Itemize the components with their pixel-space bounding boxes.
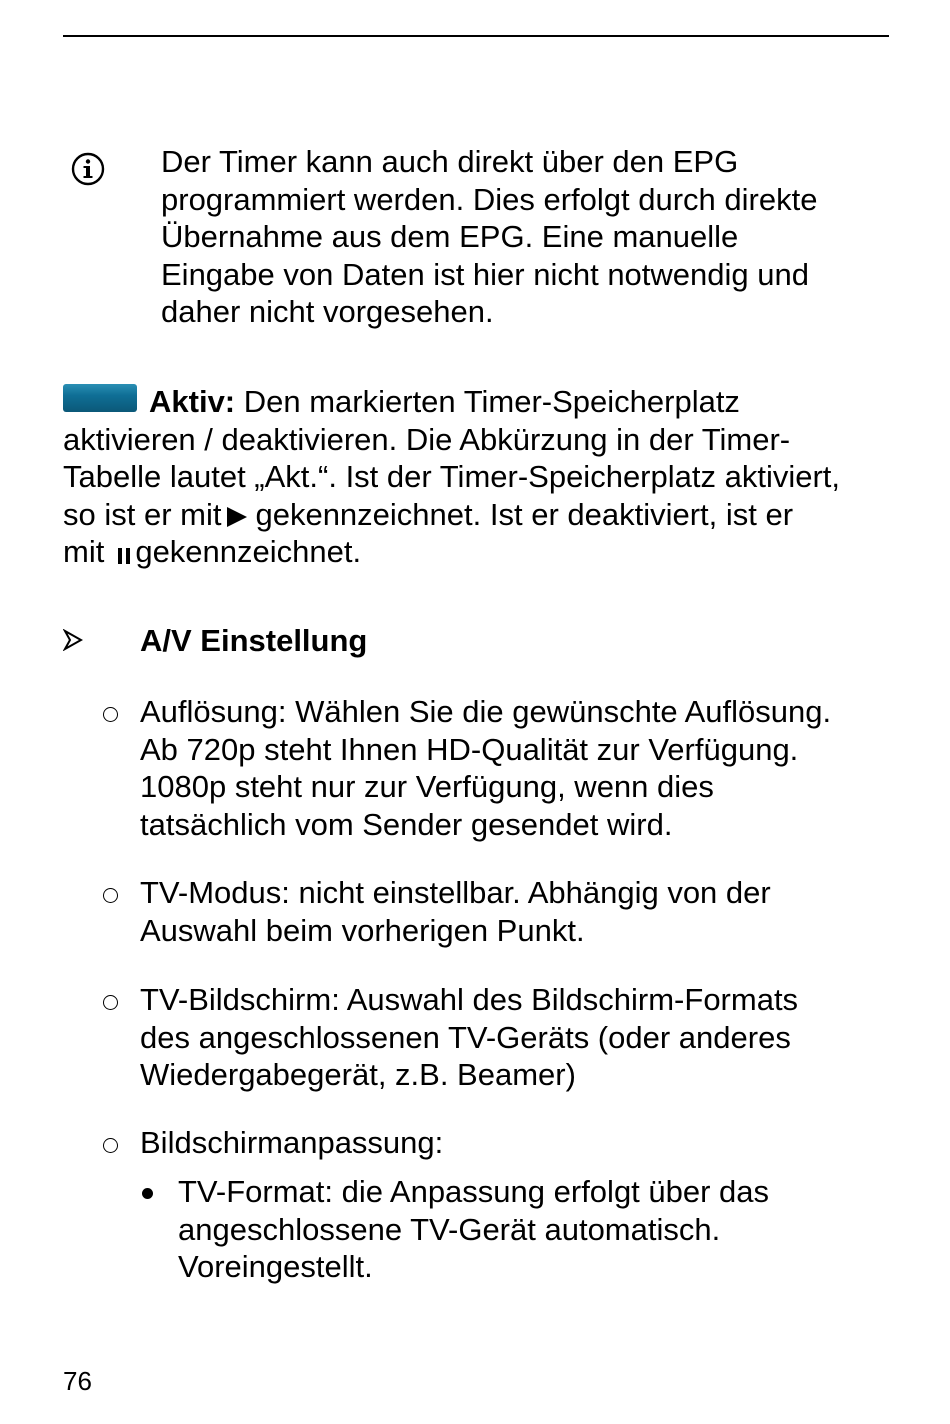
aktiv-text: Tabelle lautet „Akt.“. Ist der Timer-Speicherplatz aktiviert,	[63, 459, 841, 494]
list-item-line: TV-Bildschirm: Auswahl des Bildschirm-Formats	[140, 982, 799, 1017]
list-item	[140, 1124, 900, 1162]
aktiv-text: gekennzeichnet.	[135, 534, 362, 569]
list-item-line: Auswahl beim vorherigen Punkt.	[140, 912, 585, 948]
list-item	[140, 693, 900, 843]
list-item-line: TV-Modus: nicht einstellbar. Abhängig von der	[140, 875, 771, 910]
info-note-line: programmiert werden. Dies erfolgt durch direkte	[161, 181, 818, 217]
blue-key-icon	[63, 384, 137, 412]
list-item-line: Bildschirmanpassung:	[140, 1125, 444, 1160]
info-note	[161, 143, 881, 331]
top-rule	[63, 35, 889, 37]
list-item-line: 1080p steht nur zur Verfügung, wenn dies	[140, 769, 714, 804]
list-item-line: Voreingestellt.	[178, 1249, 373, 1284]
circle-bullet-icon	[103, 888, 118, 903]
info-note-line: Übernahme aus dem EPG. Eine manuelle	[161, 219, 739, 254]
circle-bullet-icon	[103, 995, 118, 1010]
info-note-line: Der Timer kann auch direkt über den EPG	[161, 144, 739, 179]
circle-bullet-icon	[103, 1138, 118, 1153]
aktiv-label: Aktiv:	[149, 384, 236, 419]
list-item	[140, 981, 900, 1094]
list-item-line: TV-Format: die Anpassung erfolgt über das	[178, 1174, 770, 1209]
info-icon	[70, 151, 106, 187]
section-title: A/V Einstellung	[140, 623, 368, 658]
circle-bullet-icon	[103, 707, 118, 722]
aktiv-text: Den markierten Timer-Speicherplatz	[235, 384, 740, 419]
play-icon	[227, 507, 247, 527]
sub-list-item	[178, 1173, 898, 1286]
info-note-line: Eingabe von Daten ist hier nicht notwendig und	[161, 256, 809, 292]
list-item-line: Auflösung: Wählen Sie die gewünschte Auflösung.	[140, 694, 832, 729]
aktiv-text: gekennzeichnet. Ist er deaktiviert, ist er	[255, 496, 794, 532]
pause-icon	[118, 548, 132, 564]
info-note-line: daher nicht vorgesehen.	[161, 294, 494, 329]
page-number: 76	[63, 1366, 92, 1396]
aktiv-text: aktivieren / deaktivieren. Die Abkürzung in der Timer-	[63, 421, 791, 457]
dot-bullet-icon	[142, 1188, 153, 1199]
arrow-bullet-icon	[63, 629, 83, 651]
list-item-line: angeschlossene TV-Gerät automatisch.	[178, 1211, 721, 1247]
list-item	[140, 874, 900, 949]
list-item-line: des angeschlossenen TV-Geräts (oder anderes	[140, 1019, 791, 1055]
list-item-line: Ab 720p steht Ihnen HD-Qualität zur Verfügung.	[140, 731, 799, 767]
list-item-line: tatsächlich vom Sender gesendet wird.	[140, 806, 673, 842]
aktiv-paragraph	[63, 383, 893, 571]
aktiv-text: so ist er mit	[63, 496, 222, 532]
aktiv-text: mit	[63, 534, 105, 569]
list-item-line: Wiedergabegerät, z.B. Beamer)	[140, 1057, 576, 1092]
